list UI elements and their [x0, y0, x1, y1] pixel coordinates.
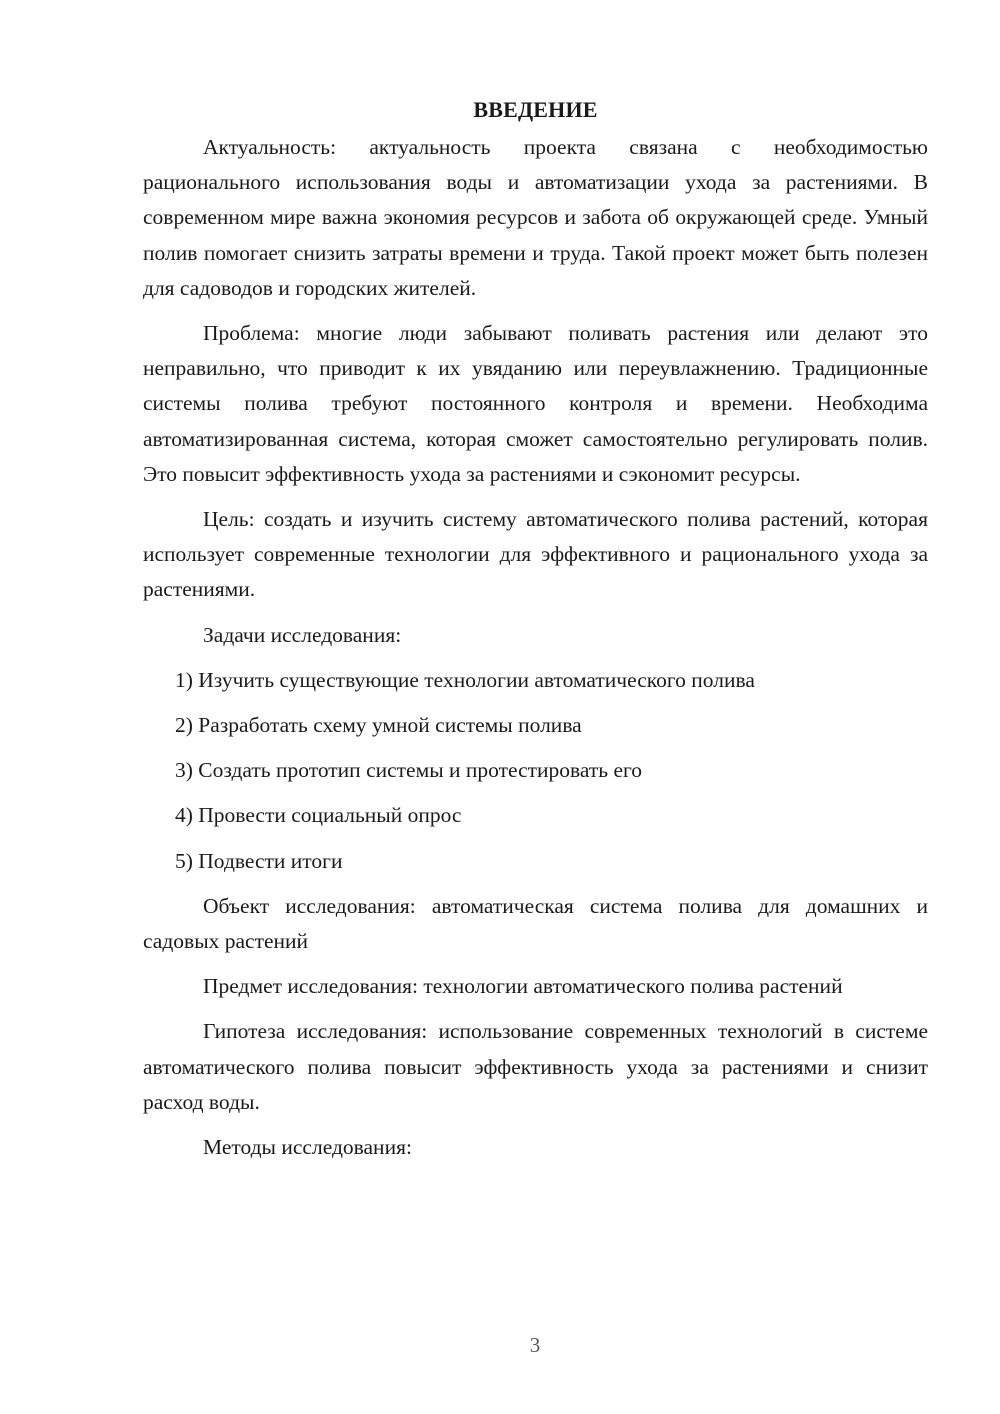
document-title: ВВЕДЕНИЕ — [473, 97, 598, 122]
document-page — [143, 92, 928, 1175]
paragraph-hypothesis: Гипотеза исследования: использование современных технологий в системе автоматического полива повысит эффективность ухода за растениями и снизит расход воды. — [143, 1019, 928, 1114]
paragraph-relevance: Актуальность: актуальность проекта связана с необходимостью рационального использования воды и автоматизации ухода за растениями. В современном мире важна экономия ресурсов и забота об окружающей среде. Умный полив помогает снизить затраты времени и труда. Такой проект может быть полезен для садоводов и городских жителей. — [143, 135, 928, 300]
paragraph-subject: Предмет исследования: технологии автоматического полива растений — [203, 974, 843, 999]
task-item: 1) Изучить существующие технологии автоматического полива — [175, 667, 755, 692]
task-item: 5) Подвести итоги — [175, 848, 343, 873]
methods-label: Методы исследования: — [203, 1135, 412, 1160]
task-item: 2) Разработать схему умной системы полива — [175, 713, 582, 738]
tasks-list — [143, 663, 928, 879]
paragraph-object: Объект исследования: автоматическая система полива для домашних и садовых растений — [143, 893, 928, 954]
task-item: 4) Провести социальный опрос — [175, 803, 462, 828]
paragraph-goal: Цель: создать и изучить систему автоматического полива растений, которая использует современные технологии для эффективного и рационального ухода за растениями. — [143, 507, 928, 602]
tasks-label: Задачи исследования: — [203, 622, 402, 647]
page-number: 3 — [529, 1333, 541, 1357]
task-item: 3) Создать прототип системы и протестировать его — [175, 758, 643, 783]
paragraph-problem: Проблема: многие люди забывают поливать растения или делают это неправильно, что приводит к их увяданию или переувлажнению. Традиционные системы полива требуют постоянного контроля и времени. Необходима автоматизированная система, которая сможет самостоятельно регулировать полив. Это повысит эффективность ухода за растениями и сэкономит ресурсы. — [143, 321, 928, 486]
